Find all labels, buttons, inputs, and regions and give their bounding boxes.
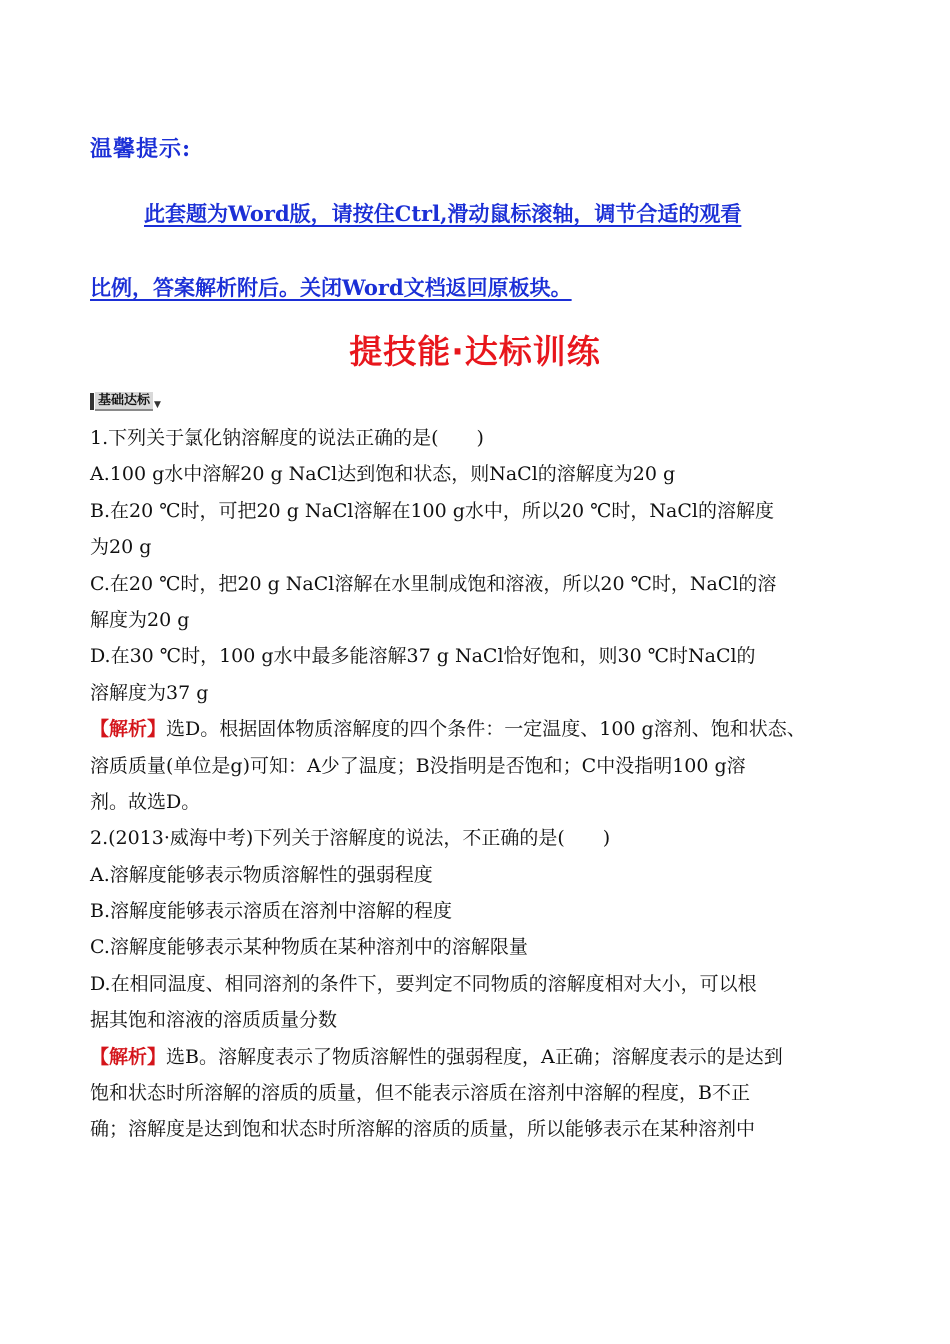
text-line: 为20 g <box>90 536 152 559</box>
text-line: A.溶解度能够表示物质溶解性的强弱程度 <box>90 863 433 886</box>
down-arrow-icon: ▼ <box>154 400 161 410</box>
analysis-tag: 【解析】 <box>90 718 167 741</box>
level-tag <box>90 392 161 410</box>
text-line: D.在相同温度、相同溶剂的条件下，要判定不同物质的溶解度相对大小，可以根 <box>90 972 757 995</box>
text-line: B.在20 ℃时，可把20 g NaCl溶解在100 g水中，所以20 ℃时，NaCl的溶解度 <box>90 499 774 522</box>
tip-instruction-line-2: 比例，答案解析附后。关闭Word文档返回原板块。 <box>90 275 572 300</box>
analysis-text: 选B。溶解度表示了物质溶解性的强弱程度，A正确；溶解度表示的是达到 <box>166 1045 783 1068</box>
analysis-tag: 【解析】 <box>90 1045 167 1068</box>
level-tag-bar <box>90 393 94 410</box>
text-line: 2.(2013·威海中考)下列关于溶解度的说法，不正确的是( ) <box>90 827 611 850</box>
text-line: 溶解度为37 g <box>90 681 209 704</box>
text-line: 解度为20 g <box>90 608 190 631</box>
text-line: D.在30 ℃时，100 g水中最多能溶解37 g NaCl恰好饱和，则30 ℃时NaCl的 <box>90 645 756 668</box>
tip-instruction-line-1: 此套题为Word版，请按住Ctrl,滑动鼠标滚轴，调节合适的观看 <box>144 201 742 226</box>
question-content <box>90 420 868 1148</box>
level-tag-label: 基础达标 <box>95 392 153 411</box>
tip-title: 温馨提示: <box>90 136 192 162</box>
text-line: C.溶解度能够表示某种物质在某种溶剂中的溶解限量 <box>90 936 528 959</box>
text-line: C.在20 ℃时，把20 g NaCl溶解在水里制成饱和溶液，所以20 ℃时，NaCl的溶 <box>90 572 777 595</box>
text-line: 据其饱和溶液的溶质质量分数 <box>90 1009 338 1032</box>
text-line: 饱和状态时所溶解的溶质的质量，但不能表示溶质在溶剂中溶解的程度，B不正 <box>90 1082 750 1105</box>
analysis-text: 选D。根据固体物质溶解度的四个条件：一定温度、100 g溶剂、饱和状态、 <box>166 718 806 741</box>
text-line: 溶质质量(单位是g)可知：A少了温度；B没指明是否饱和；C中没指明100 g溶 <box>90 754 746 777</box>
text-line: 确；溶解度是达到饱和状态时所溶解的溶质的质量，所以能够表示在某种溶剂中 <box>90 1118 756 1141</box>
text-line: 剂。故选D。 <box>90 790 201 813</box>
analysis-line <box>90 711 868 747</box>
analysis-line <box>90 1039 868 1075</box>
text-line: A.100 g水中溶解20 g NaCl达到饱和状态，则NaCl的溶解度为20 g <box>90 463 676 486</box>
text-line: 1.下列关于氯化钠溶解度的说法正确的是( ) <box>90 427 484 449</box>
text-line: B.溶解度能够表示溶质在溶剂中溶解的程度 <box>90 900 453 923</box>
section-heading: 提技能·达标训练 <box>349 332 601 371</box>
